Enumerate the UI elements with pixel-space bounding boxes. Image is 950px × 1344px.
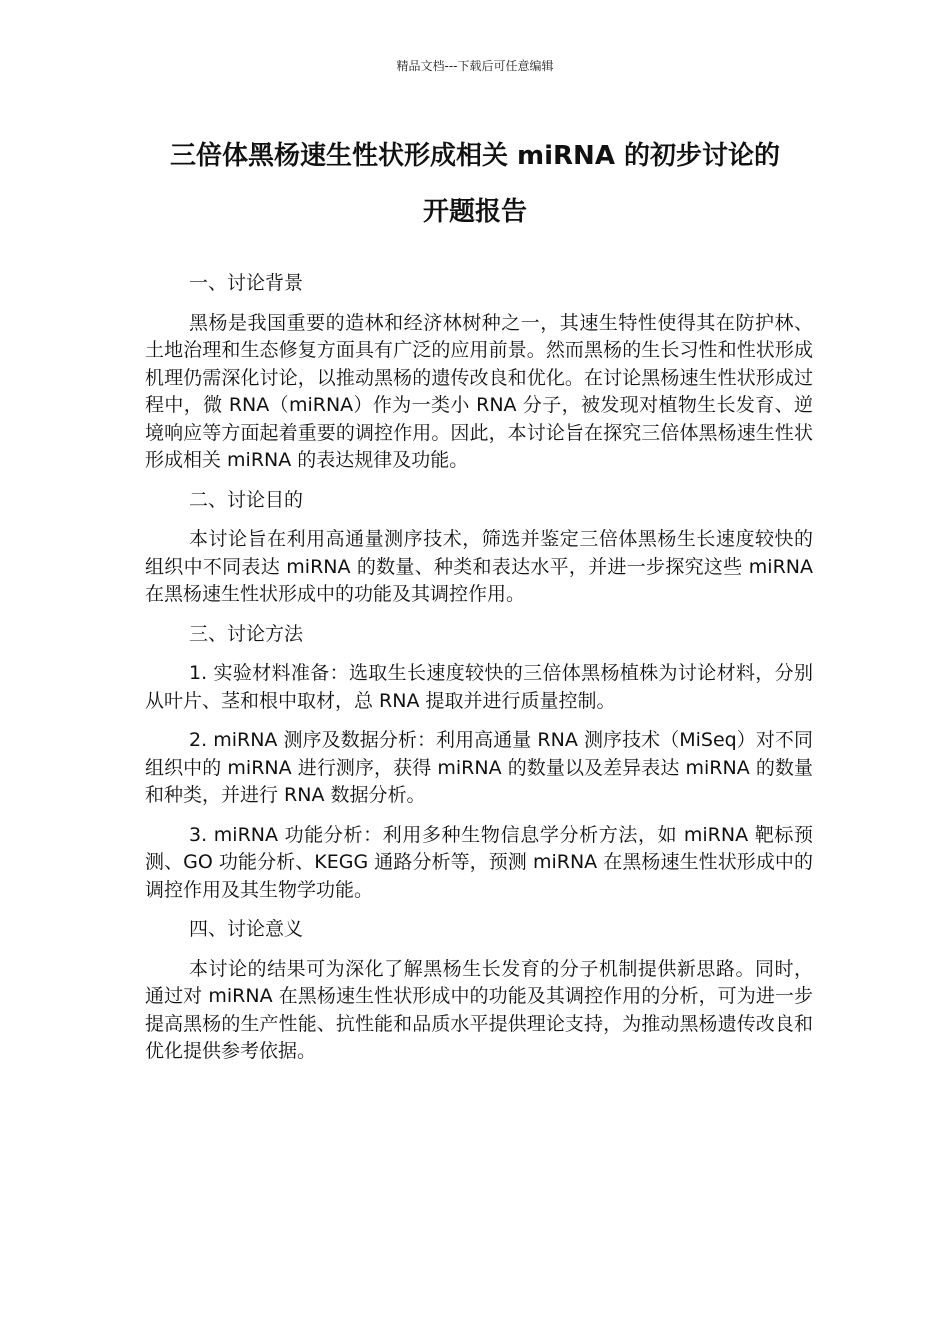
paragraph-purpose: 本讨论旨在利用高通量测序技术，筛选并鉴定三倍体黑杨生长速度较快的组织中不同表达 miRNA 的数量、种类和表达水平，并进一步探究这些 miRNA 在黑杨速生性状形成中的功能及其调控作用。 (145, 528, 813, 605)
document-body (145, 270, 813, 1078)
section-heading-purpose: 二、讨论目的 (189, 488, 304, 511)
method-item-2: 2. miRNA 测序及数据分析：利用高通量 RNA 测序技术（MiSeq）对不同组织中的 miRNA 进行测序，获得 miRNA 的数量以及差异表达 miRNA 的数量和种类，并进行 RNA 数据分析。 (145, 729, 813, 806)
paragraph-significance: 本讨论的结果可为深化了解黑杨生长发育的分子机制提供新思路。同时，通过对 miRNA 在黑杨速生性状形成中的功能及其调控作用的分析，可为进一步提高黑杨的生产性能、抗性能和品质水平提供理论支持，为推动黑杨遗传改良和优化提供参考依据。 (145, 957, 813, 1062)
section-heading-significance: 四、讨论意义 (189, 918, 304, 940)
title-line-2: 开题报告 (422, 197, 527, 227)
paragraph-background: 黑杨是我国重要的造林和经济林树种之一，其速生特性使得其在防护林、土地治理和生态修复方面具有广泛的应用前景。然而黑杨的生长习性和性状形成机理仍需深化讨论，以推动黑杨的遗传改良和优化。在讨论黑杨速生性状形成过程中，微 RNA（miRNA）作为一类小 RNA 分子，被发现对植物生长发育、逆境响应等方面起着重要的调控作用。因此，本讨论旨在探究三倍体黑杨速生性状形成相关 miRNA 的表达规律及功能。 (145, 311, 813, 471)
section-heading-background: 一、讨论背景 (189, 272, 304, 294)
title-line-1: 三倍体黑杨速生性状形成相关 miRNA 的初步讨论的 (169, 141, 780, 171)
method-item-3: 3. miRNA 功能分析：利用多种生物信息学分析方法，如 miRNA 靶标预测、GO 功能分析、KEGG 通路分析等，预测 miRNA 在黑杨速生性状形成中的调控作用及其生物学功能。 (145, 823, 813, 901)
section-heading-methods: 三、讨论方法 (189, 622, 304, 645)
method-item-1: 1. 实验材料准备：选取生长速度较快的三倍体黑杨植株为讨论材料，分别从叶片、茎和根中取材，总 RNA 提取并进行质量控制。 (145, 662, 813, 712)
header-note: 精品文档---下载后可任意编辑 (396, 59, 554, 73)
document-title (120, 128, 830, 240)
